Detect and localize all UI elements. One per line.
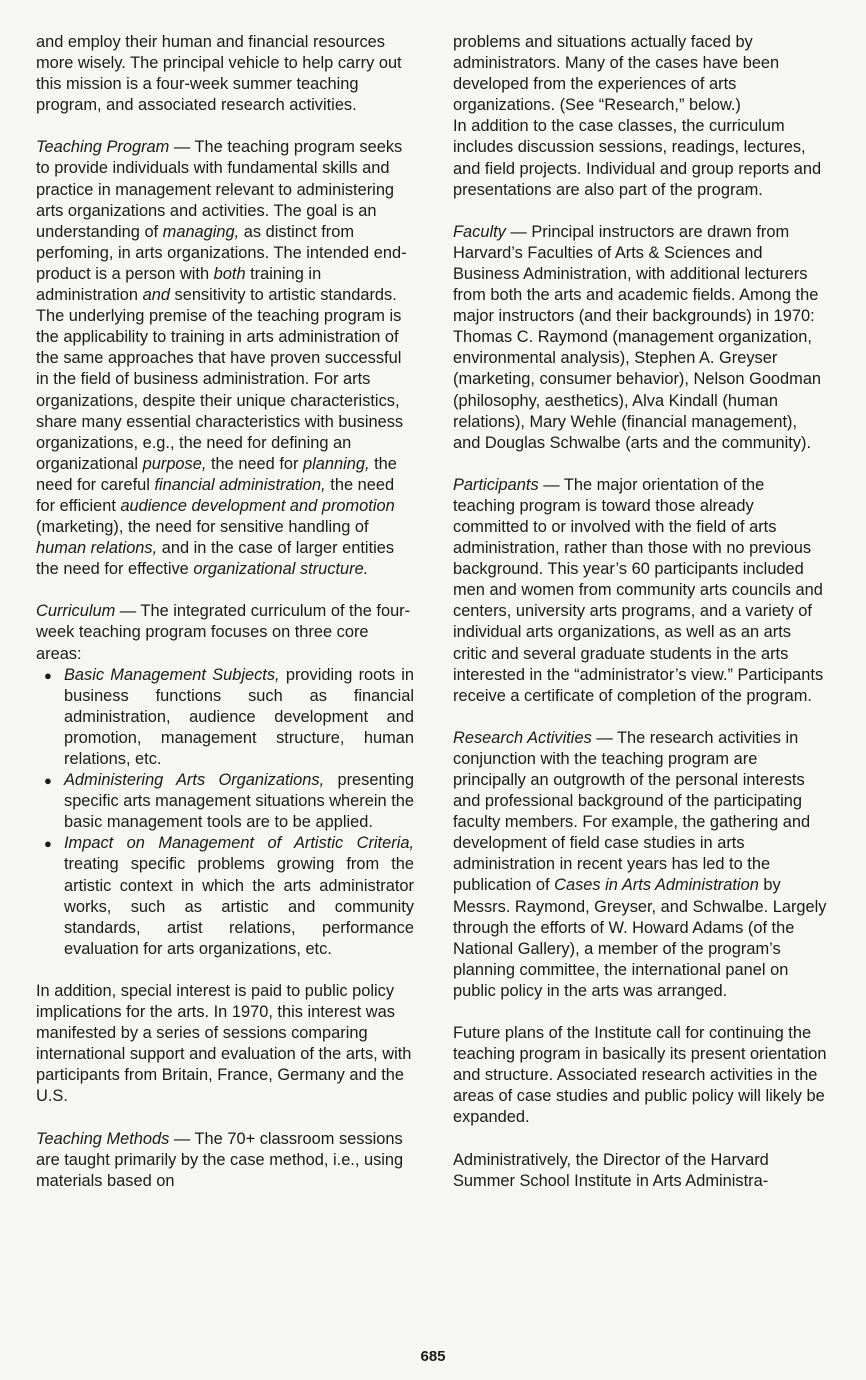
text-span: by Messrs. Raymond, Greyser, and Schwalbe. Largely through the efforts of W. Howard Adams (of the National Gallery), a member of the program’s planning committee, the international panel on public policy in the arts was arranged. bbox=[453, 876, 827, 1000]
teaching-program-paragraph bbox=[36, 137, 414, 580]
page-number: 685 bbox=[420, 1348, 446, 1365]
curriculum-heading: Curriculum bbox=[36, 602, 116, 621]
future-plans-paragraph: Future plans of the Institute call for continuing the teaching program in basically its present orientation and structure. Associated research activities in the areas of case studies and public policy will likely be expanded. bbox=[453, 1024, 827, 1127]
teaching-methods-heading: Teaching Methods bbox=[36, 1129, 170, 1148]
list-item bbox=[36, 770, 414, 833]
text-span: the need for bbox=[206, 454, 304, 473]
cases-paragraph: problems and situations actually faced by administrators. Many of the cases have been developed from the experiences of arts organizations. (See “Research,” below.) bbox=[453, 33, 780, 115]
text-span: — The major orientation of the teaching program is toward those already committed to or involved with the field of arts administration, rather than those with no previous background. This year’s 60 participants included men and women from community arts councils and centers, university arts programs, and a variety of individual arts organizations, as well as an arts critic and several graduate students in the arts interested in the “administrator’s view.” Participants receive a certificate of completion of the program. bbox=[453, 475, 824, 705]
teaching-methods-paragraph bbox=[36, 1129, 414, 1192]
core-area-title: Basic Management Subjects, bbox=[64, 665, 280, 684]
core-areas-list bbox=[36, 665, 414, 960]
emphasis: human relations, bbox=[36, 539, 158, 558]
core-area-title: Impact on Management of Artistic Criteria, bbox=[64, 834, 414, 853]
list-item bbox=[36, 833, 414, 960]
text-span: the need for careful bbox=[36, 454, 397, 494]
left-column bbox=[36, 32, 414, 1192]
faculty-paragraph bbox=[453, 222, 828, 454]
text-span: as distinct from perfoming, in arts organizations. The intended end-product is a person with bbox=[36, 222, 407, 283]
emphasis: planning, bbox=[303, 454, 370, 473]
administration-paragraph: Administratively, the Director of the Harvard Summer School Institute in Arts Administra- bbox=[453, 1150, 769, 1190]
research-heading: Research Activities bbox=[453, 728, 592, 747]
participants-paragraph bbox=[453, 475, 828, 707]
participants-heading: Participants bbox=[453, 475, 539, 494]
list-item bbox=[36, 665, 414, 770]
teaching-program-heading: Teaching Program bbox=[36, 138, 170, 157]
emphasis: both bbox=[213, 264, 246, 283]
curriculum-paragraph bbox=[36, 601, 414, 664]
intro-paragraph: and employ their human and financial resources more wisely. The principal vehicle to help carry out this mission is a four-week summer teaching program, and associated research activities. bbox=[36, 33, 402, 115]
text-span: — The integrated curriculum of the four-week teaching program focuses on three core areas: bbox=[36, 602, 411, 663]
text-span: — The research activities in conjunction with the teaching program are principally an outgrowth of the personal interests and professional background of the participating faculty members. For example, the gathering and development of field case studies in arts administration in recent years has led to the publication of bbox=[453, 728, 811, 895]
text-span: and in the case of larger entities the need for effective bbox=[36, 539, 395, 579]
emphasis: and bbox=[142, 286, 170, 305]
text-span: sensitivity to artistic standards. The underlying premise of the teaching program is the applicability to training in arts administration of the same approaches that have proven successful in the field of business administration. For arts organizations, despite their unique characteristics, share many essential characteristics with business organizations, e.g., the need for defining an organizational bbox=[36, 286, 404, 473]
curriculum-additions-paragraph: In addition to the case classes, the curriculum includes discussion sessions, readings, lectures, and field projects. Individual and group reports and presentations are also part of the program. bbox=[453, 117, 822, 199]
core-area-text: presenting specific arts management situations wherein the basic management tools are to be applied. bbox=[64, 771, 414, 832]
book-title: Cases in Arts Administration bbox=[554, 876, 759, 895]
text-span: — The teaching program seeks to provide individuals with fundamental skills and practice in management relevant to administering arts organizations and activities. The goal is an understanding of bbox=[36, 138, 403, 241]
public-policy-paragraph: In addition, special interest is paid to public policy implications for the arts. In 1970, this interest was manifested by a series of sessions comparing international support and evaluation of the arts, with participants from Britain, France, Germany and the U.S. bbox=[36, 981, 412, 1106]
emphasis: managing, bbox=[162, 222, 240, 241]
emphasis: financial administration, bbox=[154, 475, 326, 494]
text-span: — Principal instructors are drawn from Harvard’s Faculties of Arts & Sciences and Business Administration, with additional lecturers from both the arts and academic fields. Among the major instructors (and their backgrounds) in 1970: Thomas C. Raymond (management organization, environmental analysis), Stephen A. Greyser (marketing, consumer behavior), Nelson Goodman (philosophy, aesthetics), Alva Kindall (human relations), Mary Wehle (financial management), and Douglas Schwalbe (arts and the community). bbox=[453, 222, 822, 452]
text-span: the need for efficient bbox=[36, 475, 395, 515]
core-area-text: treating specific problems growing from the artistic context in which the arts administrator works, such as artistic and community standards, artist relations, performance evaluation for arts organizations, etc. bbox=[64, 855, 414, 958]
core-area-title: Administering Arts Organizations, bbox=[64, 771, 325, 790]
text-span: (marketing), the need for sensitive handling of bbox=[36, 518, 369, 537]
emphasis: audience development and promotion bbox=[120, 496, 395, 515]
right-column bbox=[453, 32, 828, 1192]
faculty-heading: Faculty bbox=[453, 222, 506, 241]
text-span: training in administration bbox=[36, 264, 322, 305]
emphasis: purpose, bbox=[142, 454, 207, 473]
core-area-text: providing roots in business functions such as financial administration, audience development and promotion, management structure, human relations, etc. bbox=[64, 665, 415, 768]
research-paragraph bbox=[453, 728, 828, 1002]
emphasis: organizational structure. bbox=[193, 560, 369, 579]
text-span: — The 70+ classroom sessions are taught primarily by the case method, i.e., using materials based on bbox=[36, 1129, 404, 1190]
